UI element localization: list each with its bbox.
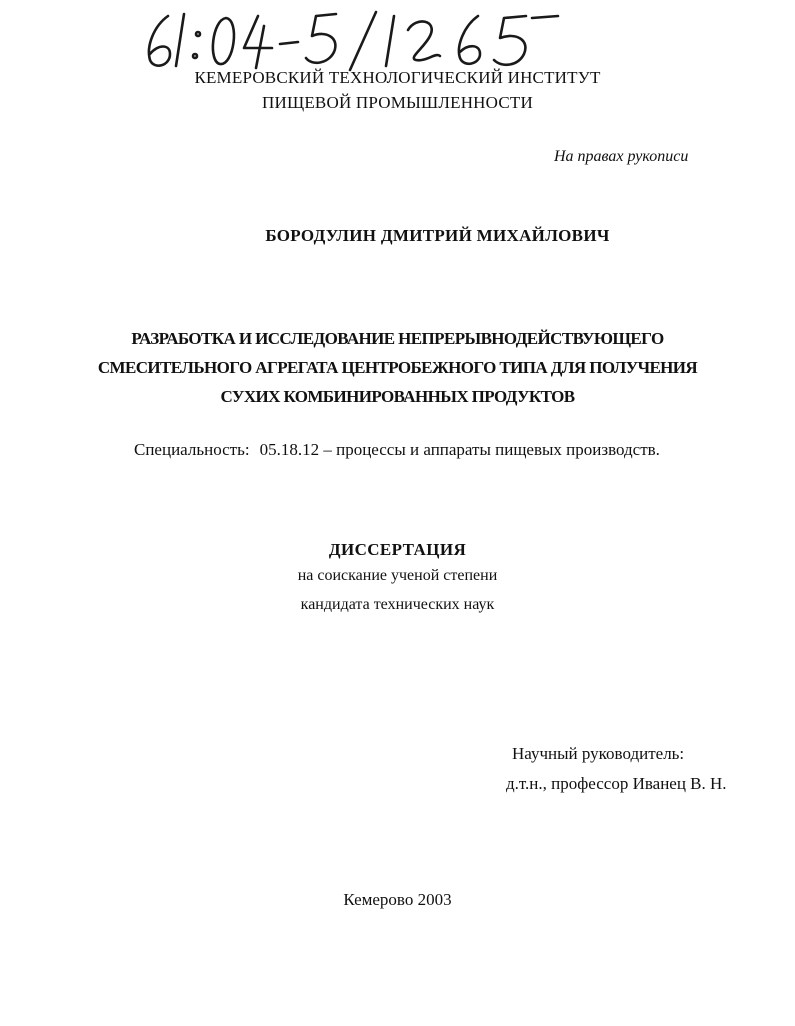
city-year: Кемерово 2003: [343, 890, 452, 909]
rights-note: На правах рукописи: [554, 148, 689, 165]
specialty-label: Специальность:: [134, 440, 250, 459]
title-line2: СМЕСИТЕЛЬНОГО АГРЕГАТА ЦЕНТРОБЕЖНОГО ТИПА ДЛЯ ПОЛУЧЕНИЯ: [97, 358, 698, 377]
dissertation-degree-line1: на соискание ученой степени: [297, 567, 498, 584]
supervisor-label: Научный руководитель:: [512, 744, 685, 763]
handwritten-catalog-number: [140, 8, 560, 72]
supervisor-name: д.т.н., профессор Иванец В. Н.: [506, 774, 727, 793]
dissertation-heading: ДИССЕРТАЦИЯ: [328, 540, 467, 559]
institute-name-line2: ПИЩЕВОЙ ПРОМЫШЛЕННОСТИ: [262, 93, 533, 112]
title-line1: РАЗРАБОТКА И ИССЛЕДОВАНИЕ НЕПРЕРЫВНОДЕЙСТВУЮЩЕГО: [131, 329, 664, 348]
specialty: [134, 440, 660, 460]
institute-name-line1: КЕМЕРОВСКИЙ ТЕХНОЛОГИЧЕСКИЙ ИНСТИТУТ: [194, 68, 601, 87]
dissertation-degree-line2: кандидата технических наук: [300, 596, 495, 613]
title-line3: СУХИХ КОМБИНИРОВАННЫХ ПРОДУКТОВ: [220, 387, 575, 406]
author-name: БОРОДУЛИН ДМИТРИЙ МИХАЙЛОВИЧ: [265, 226, 610, 245]
specialty-value: 05.18.12 – процессы и аппараты пищевых производств.: [259, 440, 660, 459]
